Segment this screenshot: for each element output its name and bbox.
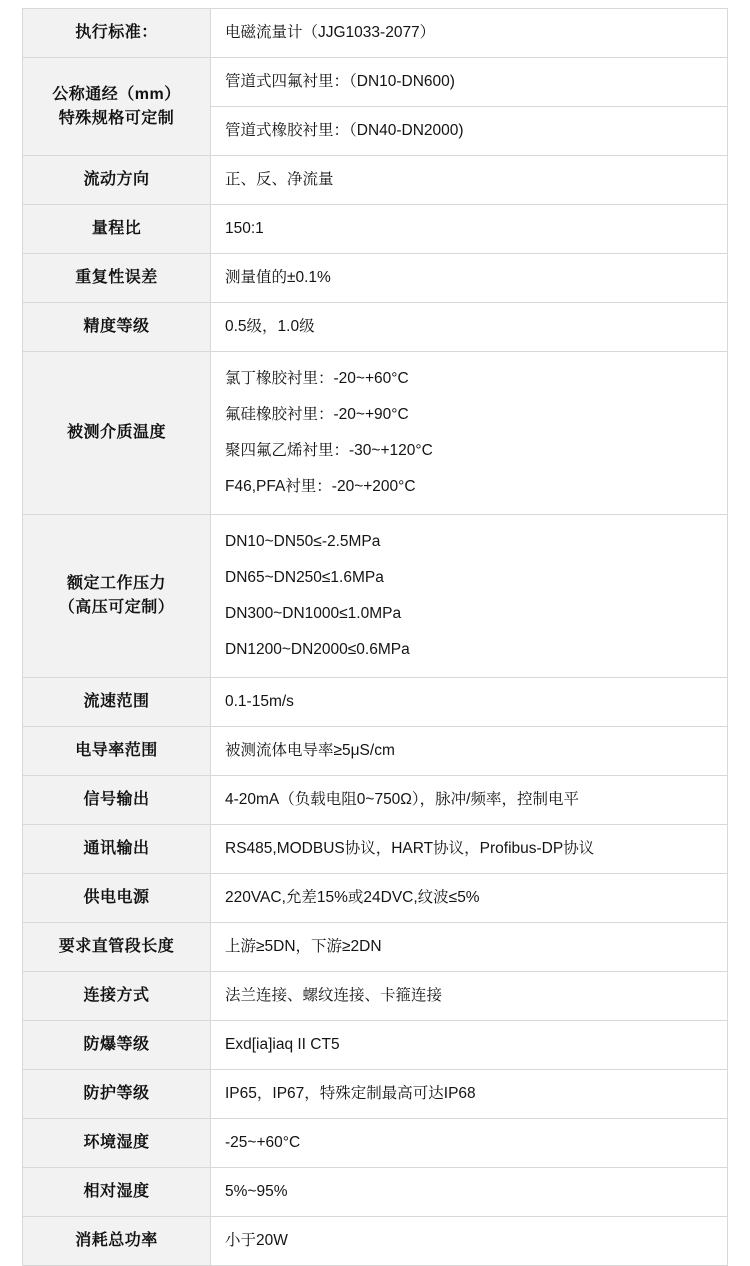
row-value-line: 氯丁橡胶衬里：-20~+60°C bbox=[225, 370, 409, 388]
row-value bbox=[211, 1021, 728, 1070]
row-value-line: 5%~95% bbox=[225, 1183, 288, 1201]
row-label-line: 要求直管段长度 bbox=[58, 938, 175, 956]
specification-table-body bbox=[23, 9, 728, 1266]
row-value-line: 聚四氟乙烯衬里：-30~+120°C bbox=[225, 442, 433, 460]
row-label-line: 特殊规格可定制 bbox=[58, 109, 175, 127]
table-row bbox=[23, 678, 728, 727]
row-value-line: DN1200~DN2000≤0.6MPa bbox=[225, 641, 410, 659]
row-value-line: IP65，IP67，特殊定制最高可达IP68 bbox=[225, 1085, 476, 1103]
table-row bbox=[23, 58, 728, 107]
row-value bbox=[211, 515, 728, 678]
table-row bbox=[23, 515, 728, 678]
row-label bbox=[23, 9, 211, 58]
row-value-line: 4-20mA（负载电阻0~750Ω），脉冲/频率，控制电平 bbox=[225, 791, 579, 809]
table-row bbox=[23, 776, 728, 825]
table-row bbox=[23, 1070, 728, 1119]
row-label-line: 量程比 bbox=[91, 220, 142, 238]
table-row bbox=[23, 205, 728, 254]
table-row bbox=[23, 727, 728, 776]
row-value-line: 法兰连接、螺纹连接、卡箍连接 bbox=[225, 987, 443, 1005]
table-row bbox=[23, 1119, 728, 1168]
row-label-line: 流速范围 bbox=[83, 693, 150, 711]
row-label bbox=[23, 303, 211, 352]
row-value bbox=[211, 1119, 728, 1168]
table-row bbox=[23, 923, 728, 972]
row-label-line: 消耗总功率 bbox=[75, 1232, 158, 1250]
row-label-line: 重复性误差 bbox=[75, 269, 158, 287]
row-value-line: 220VAC,允差15%或24DVC,纹波≤5% bbox=[225, 889, 480, 907]
row-value bbox=[211, 923, 728, 972]
row-value-line: F46,PFA衬里：-20~+200°C bbox=[225, 478, 416, 496]
row-label bbox=[23, 254, 211, 303]
table-row bbox=[23, 303, 728, 352]
row-value bbox=[211, 9, 728, 58]
row-value-line: 150:1 bbox=[225, 220, 264, 238]
row-label bbox=[23, 205, 211, 254]
row-value bbox=[211, 1168, 728, 1217]
row-value-line: 上游≥5DN，下游≥2DN bbox=[225, 938, 382, 956]
row-label-line: 环境湿度 bbox=[83, 1134, 150, 1152]
row-value-line: 电磁流量计（JJG1033-2077） bbox=[225, 24, 436, 41]
row-label bbox=[23, 352, 211, 515]
row-label-line: 额定工作压力 bbox=[66, 575, 166, 593]
row-value-line: 0.1-15m/s bbox=[225, 693, 294, 711]
row-value-line: 被测流体电导率≥5μS/cm bbox=[225, 742, 395, 760]
row-label-line: 相对湿度 bbox=[83, 1183, 150, 1201]
table-row bbox=[23, 825, 728, 874]
row-value bbox=[211, 303, 728, 352]
table-row bbox=[23, 1168, 728, 1217]
table-row bbox=[23, 972, 728, 1021]
row-value bbox=[211, 352, 728, 515]
row-value-line: -25~+60°C bbox=[225, 1134, 301, 1152]
row-label-line: 供电电源 bbox=[83, 889, 150, 907]
row-label bbox=[23, 776, 211, 825]
row-value-line: 氟硅橡胶衬里：-20~+90°C bbox=[225, 406, 409, 424]
row-label-line: 信号输出 bbox=[83, 791, 150, 809]
row-value-line: 0.5级，1.0级 bbox=[225, 318, 315, 336]
row-label bbox=[23, 1217, 211, 1266]
row-value-line: DN300~DN1000≤1.0MPa bbox=[225, 605, 402, 623]
row-value-line: RS485,MODBUS协议，HART协议，Profibus-DP协议 bbox=[225, 840, 595, 858]
row-value bbox=[211, 107, 728, 156]
row-label bbox=[23, 1119, 211, 1168]
row-value-line: 正、反、净流量 bbox=[225, 171, 334, 189]
row-label-line: 连接方式 bbox=[83, 987, 150, 1005]
table-row bbox=[23, 874, 728, 923]
row-label-line: 流动方向 bbox=[83, 171, 150, 189]
row-value bbox=[211, 825, 728, 874]
specification-table bbox=[22, 8, 728, 1266]
row-label bbox=[23, 1021, 211, 1070]
table-row bbox=[23, 9, 728, 58]
table-row bbox=[23, 352, 728, 515]
row-value bbox=[211, 678, 728, 727]
row-label bbox=[23, 678, 211, 727]
row-value-line: DN65~DN250≤1.6MPa bbox=[225, 569, 384, 587]
row-value-line: Exd[ia]iaq II CT5 bbox=[225, 1036, 340, 1054]
table-row bbox=[23, 1217, 728, 1266]
row-value bbox=[211, 156, 728, 205]
row-value-line: 测量值的±0.1% bbox=[225, 269, 331, 287]
row-value bbox=[211, 1070, 728, 1119]
row-label bbox=[23, 874, 211, 923]
row-label bbox=[23, 972, 211, 1021]
table-row bbox=[23, 1021, 728, 1070]
row-label bbox=[23, 515, 211, 678]
row-value bbox=[211, 776, 728, 825]
row-label-line: 被测介质温度 bbox=[66, 424, 166, 442]
row-label-line: （高压可定制） bbox=[58, 599, 175, 617]
row-label bbox=[23, 58, 211, 156]
row-label-line: 电导率范围 bbox=[75, 742, 158, 760]
row-value bbox=[211, 58, 728, 107]
row-label bbox=[23, 156, 211, 205]
row-label-line: 执行标准： bbox=[75, 24, 158, 41]
row-label-line: 公称通经（mm） bbox=[52, 85, 181, 103]
row-value bbox=[211, 727, 728, 776]
row-label-line: 通讯输出 bbox=[83, 840, 150, 858]
row-value bbox=[211, 205, 728, 254]
row-label-line: 防护等级 bbox=[83, 1085, 150, 1103]
row-value bbox=[211, 1217, 728, 1266]
row-label bbox=[23, 727, 211, 776]
row-label bbox=[23, 1070, 211, 1119]
row-label-line: 精度等级 bbox=[83, 318, 150, 336]
row-value-line: 小于20W bbox=[225, 1232, 288, 1250]
row-value-line: 管道式四氟衬里：（DN10-DN600) bbox=[225, 73, 455, 91]
row-label-line: 防爆等级 bbox=[83, 1036, 150, 1054]
row-value bbox=[211, 972, 728, 1021]
row-label bbox=[23, 825, 211, 874]
table-row bbox=[23, 156, 728, 205]
row-value bbox=[211, 874, 728, 923]
row-label bbox=[23, 1168, 211, 1217]
row-value-line: 管道式橡胶衬里：（DN40-DN2000) bbox=[225, 122, 464, 140]
row-label bbox=[23, 923, 211, 972]
table-row bbox=[23, 254, 728, 303]
row-value bbox=[211, 254, 728, 303]
row-value-line: DN10~DN50≤-2.5MPa bbox=[225, 533, 381, 551]
